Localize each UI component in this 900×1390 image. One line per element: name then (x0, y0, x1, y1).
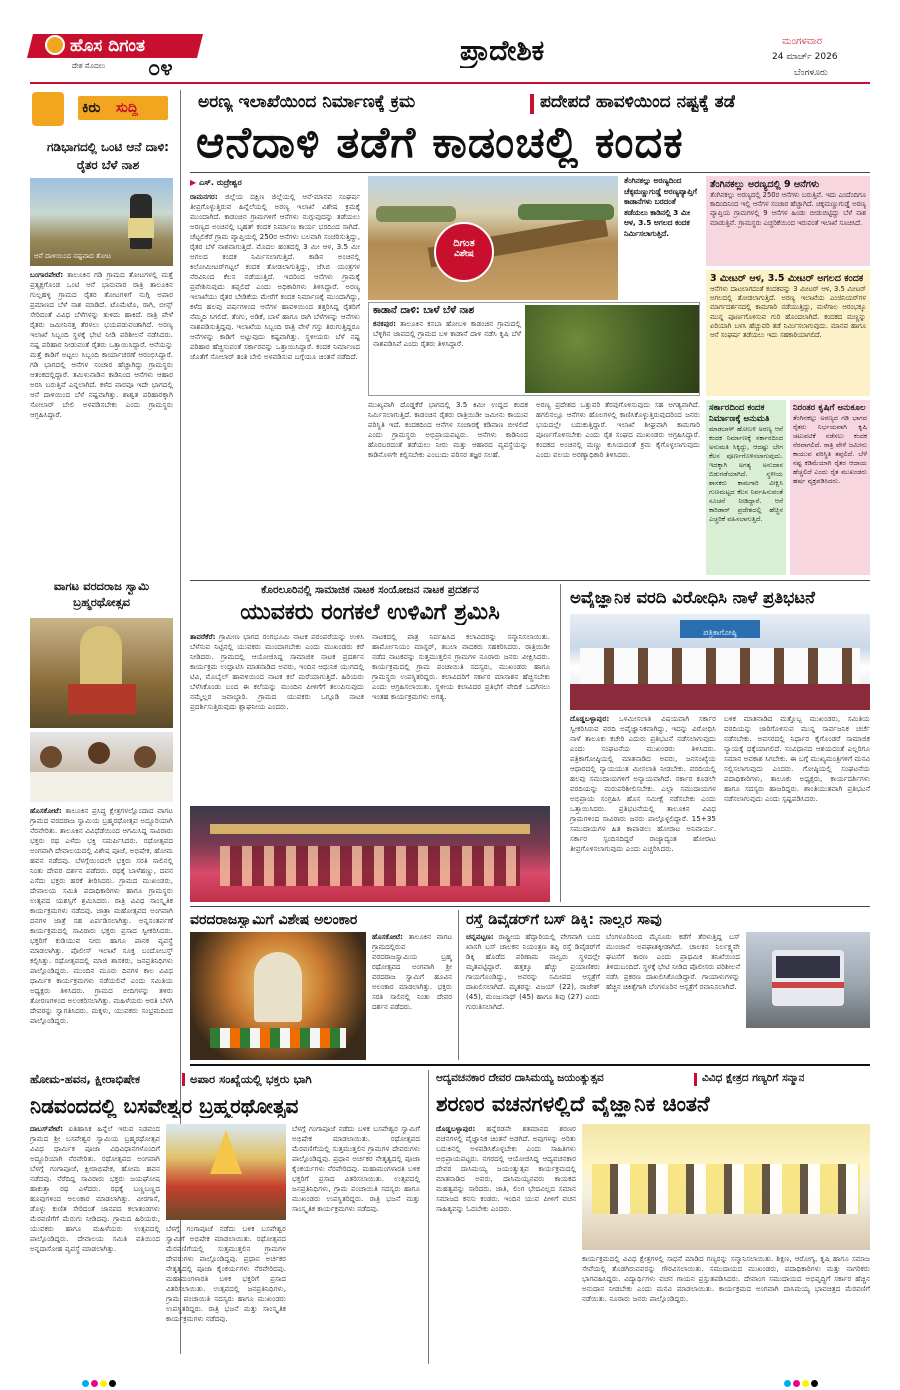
inset-box (368, 302, 700, 396)
accident-bus-photo (746, 932, 870, 1028)
alankara-photo (190, 932, 366, 1060)
left-story-2-photo-1 (30, 618, 173, 728)
left-story-1-photo (30, 178, 173, 266)
info-box-4-title: ನಿರಂತರ ಕೃಷಿಗೆ ಅನುಕೂಲ (793, 403, 866, 413)
lead-body-col-3: ಅರಣ್ಯ ಪ್ರದೇಶದ ಒತ್ತುವರಿ ತೆರವುಗೊಳಿಸುವುದು ಸಹ ಅಗತ್ಯವಾಗಿದೆ. ಹಗಲಿನಲ್ಲೂ ಆನೆಗಳು ಹೊಲಗಳಲ್ಲಿ ಕಾಣಿಸಿಕೊಳ್ಳುತ್ತಿರುವುದರಿಂದ ಜನರು ಭಯದಲ್ಲೇ ಬದುಕುತ್ತಿದ್ದಾರೆ. ಇಲಾಖೆ ಶೀಘ್ರವಾಗಿ ಕಾಮಗಾರಿ ಪೂರ್ಣಗೊಳಿಸಬೇಕು ಎಂದು ರೈತ ಸಂಘದ ಮುಖಂಡರು ಆಗ್ರಹಿಸಿದ್ದಾರೆ. ಕಂದಕದ ಅಂಚಿನಲ್ಲಿ ಮಣ್ಣು ಕುಸಿಯದಂತೆ ಕ್ರಮ ಕೈಗೊಳ್ಳಲಾಗುವುದು ಎಂದು ವಲಯ ಅರಣ್ಯಾಧಿಕಾರಿ ತಿಳಿಸಿದರು. (536, 400, 700, 459)
date-city: ಬೆಂಗಳೂರು (794, 68, 828, 78)
accident-headline: ರಸ್ತೆ ಡಿವೈಡರ್‌ಗೆ ಬಸ್ ಡಿಕ್ಕಿ: ನಾಲ್ವರ ಸಾವು (466, 912, 662, 928)
lead-body-col-2: ಮುಖ್ಯವಾಗಿ ದೊಡ್ಡಕೆರೆ ಭಾಗದಲ್ಲಿ 3.5 ಕಿಮೀ ಉದ್ದದ ಕಂದಕ ನಿರ್ಮಿಸಲಾಗುತ್ತಿದೆ. ಕಾಡಂಚಿನ ರೈತರು ರಾತ್ರಿಯಿಡೀ ಜಮೀನು ಕಾಯುವ ಪರಿಸ್ಥಿತಿ ಇದೆ. ಕಂದಕದಿಂದ ಆನೆಗಳ ಸಂಚಾರಕ್ಕೆ ಕಡಿವಾಣ ಬೀಳಲಿದೆ ಎಂದು ಗ್ರಾಮಸ್ಥರು ಅಭಿಪ್ರಾಯಪಟ್ಟರು. ಆನೆಗಳು ಕಾಡಿನಿಂದ ಹೊರಬರದಂತೆ ತಡೆಯಲು ನೀರು ಮತ್ತು ಆಹಾರದ ವ್ಯವಸ್ಥೆಯನ್ನು ಕಾಡಿನೊಳಗೇ ಕಲ್ಪಿಸಬೇಕು ಎಂಬುದು ಪರಿಸರ ತಜ್ಞರ ಸಲಹೆ. (368, 400, 528, 459)
alankara-place: ಹೊಸಕೋಟೆ: (372, 933, 403, 941)
inset-photo (525, 305, 699, 393)
left-story-2-headline: ವಾಗಟ ವರದರಾಜ ಸ್ವಾಮಿ ಬ್ರಹ್ಮರಥೋತ್ಸವ (53, 579, 150, 609)
left-story-1-photo-label: ಆನೆ ದಾಳಿಯಿಂದ ನಷ್ಟವಾದ ತೋಟ (34, 252, 112, 260)
paper-tag: ದೇಶ ಮೊದಲು (72, 62, 106, 70)
vachana-headline: ಶರಣರ ವಚನಗಳಲ್ಲಿದೆ ವೈಜ್ಞಾನಿಕ ಚಿಂತನೆ (436, 1092, 710, 1116)
vachana-text-1: ಹನ್ನೆರಡನೇ ಶತಮಾನದ ಶರಣರ ವಚನಗಳಲ್ಲಿ ವೈಜ್ಞಾನಿಕ ಚಿಂತನೆ ಅಡಗಿದೆ. ಅವುಗಳನ್ನು ಅರಿತು ಬದುಕಿನಲ್ಲಿ ಅಳವಡಿಸಿಕೊಳ್ಳಬೇಕು ಎಂದು ಸಾಹಿತಿಗಳು ಅಭಿಪ್ರಾಯಪಟ್ಟರು. ನಗರದಲ್ಲಿ ಆಯೋಜಿಸಿದ್ದ ಆದ್ಯವಚನಕಾರ ದೇವರ ದಾಸಿಮಯ್ಯ ಜಯಂತ್ಯುತ್ಸವ ಕಾರ್ಯಕ್ರಮದಲ್ಲಿ ಮಾತನಾಡಿದ ಅವರು, ದಾಸಿಮಯ್ಯನವರು ಕಾಯಕದ ಮಹತ್ವವನ್ನು ಸಾರಿದರು. ಜಾತಿ, ಲಿಂಗ ಭೇದವಿಲ್ಲದ ಸಮಾನ ಸಮಾಜದ ಕನಸು ಕಂಡರು. ಇಂದಿನ ಯುವ ಪೀಳಿಗೆ ವಚನ ಸಾಹಿತ್ಯವನ್ನು ಓದಬೇಕು ಎಂದರು. (436, 1124, 576, 1213)
logo-icon (45, 35, 65, 55)
vachana-kicker-left: ಆದ್ಯವಚನಕಾರ ದೇವರ ದಾಸಿಮಯ್ಯ ಜಯಂತ್ಯುತ್ಸವ (436, 1072, 604, 1084)
kiru-label-box (30, 90, 172, 128)
vachana-body-2: ಕಾರ್ಯಕ್ರಮದಲ್ಲಿ ವಿವಿಧ ಕ್ಷೇತ್ರಗಳಲ್ಲಿ ಸಾಧನೆ ಮಾಡಿದ ಗಣ್ಯರನ್ನು ಸನ್ಮಾನಿಸಲಾಯಿತು. ಶಿಕ್ಷಣ, ಆರೋಗ್ಯ, ಕೃಷಿ ಹಾಗೂ ಸಮಾಜ ಸೇವೆಯಲ್ಲಿ ತೊಡಗಿರುವವರನ್ನು ಗೌರವಿಸಲಾಯಿತು. ಸಮುದಾಯದ ಮುಖಂಡರು, ಪದಾಧಿಕಾರಿಗಳು ಮತ್ತು ನಾಗರಿಕರು ಭಾಗವಹಿಸಿದ್ದರು. ವಿದ್ಯಾರ್ಥಿಗಳು ವಚನ ಗಾಯನ ಪ್ರಸ್ತುತಪಡಿಸಿದರು. ದೇವಾಂಗ ಸಮುದಾಯದ ಅಭಿವೃದ್ಧಿಗೆ ಸರ್ಕಾರ ಹೆಚ್ಚಿನ ಅನುದಾನ ನೀಡಬೇಕು ಎಂದು ಮನವಿ ಮಾಡಲಾಯಿತು. ಕಾರ್ಯಕ್ರಮದ ಅಂಗವಾಗಿ ದಾಸಿಮಯ್ಯ ಭಾವಚಿತ್ರದ ಮೆರವಣಿಗೆ ನಡೆಯಿತು. ನೂರಾರು ಜನರು ಪಾಲ್ಗೊಂಡಿದ್ದರು. (582, 1254, 870, 1303)
alankara-text: ತಾಲೂಕಿನ ವಾಗಟ ಗ್ರಾಮದಲ್ಲಿರುವ ವರದರಾಜಸ್ವಾಮಿಯ ಬ್ರಹ್ಮ ರಥೋತ್ಸವದ ಅಂಗವಾಗಿ ಶ್ರೀ ವರದರಾಜ ಸ್ವಾಮಿಗೆ ಹೂವಿನ ಅಲಂಕಾರ ಮಾಡಲಾಗಿತ್ತು. ಭಕ್ತರು ಸರತಿ ಸಾಲಿನಲ್ಲಿ ನಿಂತು ದೇವರ ದರ್ಶನ ಪಡೆದರು. (372, 933, 452, 1011)
basava-kicker-left: ಹೋಮ-ಹವನ, ಕ್ಷೀರಾಭಿಷೇಕ (30, 1072, 141, 1086)
left-story-2-photo-2 (30, 732, 173, 802)
lead-body-2: ಅರಣ್ಯ ಇಲಾಖೆಯು ರೈತರ ಬೇಡಿಕೆಯ ಮೇರೆಗೆ ಕಂದಕ ನಿರ್ಮಾಣಕ್ಕೆ ಮುಂದಾಗಿದ್ದು, ಕಳೆದ ಹಲವು ವರ್ಷಗಳಿಂದ ಆನೆಗಳ ಹಾವಳಿಯಿಂದ ತತ್ತರಿಸಿದ್ದ ರೈತರಿಗೆ ನೆಮ್ಮದಿ ಸಿಗಲಿದೆ. ತೆಂಗು, ಅಡಿಕೆ, ಬಾಳೆ ಹಾಗೂ ರಾಗಿ ಬೆಳೆಗಳನ್ನು ಆನೆಗಳು ನಾಶಪಡಿಸುತ್ತಿದ್ದವು. ಇಲಾಖೆಯ ಸಿಬ್ಬಂದಿ ರಾತ್ರಿ ವೇಳೆ ಗಸ್ತು ತಿರುಗುತ್ತಿದ್ದರೂ ಆನೆಗಳನ್ನು ಕಾಡಿಗೆ ಅಟ್ಟುವುದು ಕಷ್ಟವಾಗಿತ್ತು. ಸ್ಥಳೀಯರು ಬೆಳೆ ನಷ್ಟ ಪರಿಹಾರ ಹೆಚ್ಚಿಸುವಂತೆ ಸರ್ಕಾರವನ್ನು ಒತ್ತಾಯಿಸಿದ್ದಾರೆ. ಕಂದಕ ನಿರ್ಮಾಣದ ಜೊತೆಗೆ ಸೋಲಾರ್ ತಂತಿ ಬೇಲಿ ಅಳವಡಿಸುವ ಬಗ್ಗೆಯೂ ಚಿಂತನೆ ನಡೆದಿದೆ. (190, 282, 360, 361)
basava-headline: ನಿಡವಂದದಲ್ಲಿ ಬಸವೇಶ್ವರ ಬ್ರಹ್ಮರಥೋತ್ಸವ (30, 1094, 299, 1118)
info-box-1-body: ತೆಂಗಿನಕಲ್ಲು ಅರಣ್ಯದಲ್ಲಿ 250ರ ಆನೆಗಳು ಬರುತ್ತಿವೆ. ಇದು ಎಂದೆಂದಿಗೂ ಕಾದಿಂದಿನಿಂದ ಇಲ್ಲಿ ಆನೆಗಳ ಸಂಚಾರ ಹೆಚ್ಚಾಗಿದೆ. ಚಿಕ್ಕಮಣ್ಣುಗುಡ್ಡೆ ಅರಣ್ಯ ವ್ಯಾಪ್ತಿಯ ಗ್ರಾಮಗಳಲ್ಲಿ 9 ಆನೆಗಳ ಹಿಂಡು ಬೀಡುಬಿಟ್ಟಿದ್ದು ಬೆಳೆ ನಾಶ ಮಾಡುತ್ತಿವೆ. ಗ್ರಾಮಸ್ಥರು ಎಚ್ಚರಿಕೆಯಿಂದ ಇರುವಂತೆ ಇಲಾಖೆ ಸೂಚಿಸಿದೆ. (710, 191, 866, 227)
vachana-kicker-right: ವಿವಿಧ ಕ್ಷೇತ್ರದ ಗಣ್ಯರಿಗೆ ಸನ್ಮಾನ (702, 1072, 805, 1084)
lead-kicker-left: ಅರಣ್ಯ ಇಲಾಖೆಯಿಂದ ನಿರ್ಮಾಣಕ್ಕೆ ಕ್ರಮ (198, 92, 416, 112)
protest-place: ದೊಡ್ಡಬಳ್ಳಾಪುರ: (570, 714, 610, 723)
basava-body-3 (166, 1224, 286, 1364)
lead-body-col-1 (190, 192, 360, 575)
accident-place: ಚನ್ನಪಟ್ಟಣ: (466, 932, 494, 941)
bottom-section-rule (190, 1064, 870, 1066)
digantha-vishesha-badge (434, 222, 494, 282)
lead-byline-name: ಎಸ್. ರುದ್ರೇಶ್ವರ (198, 178, 242, 187)
drama-headline: ಯುವಕರು ರಂಗಕಲೆ ಉಳಿವಿಗೆ ಶ್ರಮಿಸಿ (240, 600, 500, 625)
alankara-headline: ವರದರಾಜಸ್ವಾಮಿಗೆ ವಿಶೇಷ ಅಲಂಕಾರ (190, 912, 358, 928)
basava-body-2: ಬೆಳಗ್ಗೆ ಗಂಗಾಪೂಜೆ ನಡೆದು ಬಳಿಕ ಬಸವೇಶ್ವರ ಸ್ವಾಮಿಗೆ ಅಭಿಷೇಕ ಮಾಡಲಾಯಿತು. ರಥೋತ್ಸವದ ಮೆರವಣಿಗೆಯಲ್ಲಿ ಸುತ್ತಮುತ್ತಲಿನ ಗ್ರಾಮಗಳ ದೇವರುಗಳು ಪಾಲ್ಗೊಂಡಿದ್ದವು. ಪ್ರಧಾನ ಅರ್ಚಕರ ನೇತೃತ್ವದಲ್ಲಿ ಪೂಜಾ ಕೈಂಕರ್ಯಗಳು ನೆರವೇರಿದವು. ಮಹಾಮಂಗಳಾರತಿ ಬಳಿಕ ಭಕ್ತರಿಗೆ ಪ್ರಸಾದ ವಿತರಿಸಲಾಯಿತು. ಉತ್ಸವದಲ್ಲಿ ಜನಪ್ರತಿನಿಧಿಗಳು, ಗ್ರಾಮ ಪಂಚಾಯಿತಿ ಸದಸ್ಯರು ಹಾಗೂ ಮುಖಂಡರು ಉಪಸ್ಥಿತರಿದ್ದರು. ರಾತ್ರಿ ಭಜನೆ ಮತ್ತು ಸಾಂಸ್ಕೃತಿಕ ಕಾರ್ಯಕ್ರಮಗಳು ನಡೆದವು. (292, 1124, 420, 1213)
info-box-3 (706, 400, 786, 575)
bottom-divider (428, 1070, 429, 1364)
inset-body (373, 319, 521, 395)
drama-photo (190, 806, 550, 902)
vachana-kicker-divider (694, 1073, 697, 1086)
lead-bottom-rule (190, 580, 870, 581)
left-story-1-place: ಬಂಗಾರಪೇಟೆ: (30, 270, 64, 279)
info-box-2-title: 3 ಮೀಟರ್ ಆಳ, 3.5 ಮೀಟರ್ ಅಗಲದ ಕಂದಕ (710, 273, 864, 284)
info-box-4-body: ತೆಂಗಿನಕಲ್ಲು ಅರಣ್ಯದ ಗಡಿ ಭಾಗದ ರೈತರು ನಿರ್ಭಯವಾಗಿ ಕೃಷಿ ಚಟುವಟಿಕೆ ನಡೆಸಲು ಕಂದಕ ನೆರವಾಗಲಿದೆ. ರಾತ್ರಿ ವೇಳೆ ಜಮೀನು ಕಾಯುವ ಪರಿಸ್ಥಿತಿ ತಪ್ಪಲಿದೆ. ಬೆಳೆ ನಷ್ಟ ಕಡಿಮೆಯಾಗಿ ರೈತರ ಆದಾಯ ಹೆಚ್ಚಲಿದೆ ಎಂದು ರೈತ ಮುಖಂಡರು ಹರ್ಷ ವ್ಯಕ್ತಪಡಿಸಿದರು. (793, 414, 867, 485)
alankara-divider (458, 910, 459, 1060)
basava-kicker-divider (182, 1073, 185, 1086)
date-text: 24 ಮಾರ್ಚ್ 2026 (772, 52, 838, 62)
drama-kicker: ಕೊರಲೂರಿನಲ್ಲಿ ಸಾಮಾಜಿಕ ನಾಟಕ ಸಂಯೋಜನ ನಾಟಕ ಪ್ರದರ್ಶನ (261, 584, 479, 596)
left-story-1-body (30, 270, 173, 570)
lead-kicker-divider (530, 94, 534, 114)
kiru-label-a: ಕಿರು (82, 100, 101, 116)
drama-divider (560, 584, 561, 902)
print-dots-left (82, 1372, 118, 1390)
protest-body-2: ಬಳಿಕ ಮಾತನಾಡಿದ ಮತ್ತೊಬ್ಬ ಮುಖಂಡರು, ಸಮಿತಿಯ ವರದಿಯನ್ನು ಜಾರಿಗೊಳಿಸುವ ಮುನ್ನ ಸಾರ್ವಜನಿಕ ಚರ್ಚೆ ನಡೆಸಬೇಕು. ಅವಸರದಲ್ಲಿ ನಿರ್ಧಾರ ಕೈಗೊಂಡರೆ ಸಾಮಾಜಿಕ ನ್ಯಾಯಕ್ಕೆ ಧಕ್ಕೆಯಾಗಲಿದೆ. ಸಂವಿಧಾನದ ಆಶಯದಂತೆ ಎಲ್ಲರಿಗೂ ಸಮಾನ ಅವಕಾಶ ಸಿಗಬೇಕು. ಈ ಬಗ್ಗೆ ಮುಖ್ಯಮಂತ್ರಿಗಳಿಗೆ ಮನವಿ ಸಲ್ಲಿಸಲಾಗುವುದು ಎಂದರು. ಗೋಷ್ಠಿಯಲ್ಲಿ ಸಂಘಟನೆಯ ಪದಾಧಿಕಾರಿಗಳು, ತಾಲೂಕು ಅಧ್ಯಕ್ಷರು, ಕಾರ್ಯದರ್ಶಿಗಳು ಹಾಗೂ ಸದಸ್ಯರು ಹಾಜರಿದ್ದರು. ಶಾಂತಿಯುತವಾಗಿ ಪ್ರತಿಭಟನೆ ನಡೆಸಲಾಗುವುದು ಎಂದು ಸ್ಪಷ್ಟಪಡಿಸಿದರು. (724, 714, 870, 803)
protest-banner-text: ಪತ್ರಿಕಾಗೋಷ್ಠಿ (703, 628, 737, 637)
lead-byline: ▶ ಎಸ್. ರುದ್ರೇಶ್ವರ (190, 178, 242, 187)
protest-text-1: ಒಳಮೀಸಲಾತಿ ವಿಷಯವಾಗಿ ಸರ್ಕಾರ ಸ್ವೀಕರಿಸಿರುವ ವರದಿ ಅವೈಜ್ಞಾನಿಕವಾಗಿದ್ದು, ಇದನ್ನು ವಿರೋಧಿಸಿ ನಾಳೆ ತಾಲೂಕು ಕಚೇರಿ ಎದುರು ಪ್ರತಿಭಟನೆ ನಡೆಸಲಾಗುವುದು ಎಂದು ಸಂಘಟನೆಯ ಮುಖಂಡರು ತಿಳಿಸಿದರು. ಪತ್ರಿಕಾಗೋಷ್ಠಿಯಲ್ಲಿ ಮಾತನಾಡಿದ ಅವರು, ಜನಸಂಖ್ಯೆಯ ಆಧಾರದಲ್ಲಿ ನ್ಯಾಯಯುತ ಮೀಸಲಾತಿ ನೀಡಬೇಕು. ವರದಿಯಲ್ಲಿ ಹಲವು ಸಮುದಾಯಗಳಿಗೆ ಅನ್ಯಾಯವಾಗಿದೆ. ಸರ್ಕಾರ ಕೂಡಲೇ ವರದಿಯನ್ನು ಮರುಪರಿಶೀಲಿಸಬೇಕು. ಎಲ್ಲಾ ಸಮುದಾಯಗಳ ಅಭಿಪ್ರಾಯ ಸಂಗ್ರಹಿಸಿ ಹೊಸ ಸಮೀಕ್ಷೆ ನಡೆಸಬೇಕು ಎಂದು ಒತ್ತಾಯಿಸಿದರು. ಪ್ರತಿಭಟನೆಯಲ್ಲಿ ತಾಲೂಕಿನ ವಿವಿಧ ಗ್ರಾಮಗಳಿಂದ ಸಾವಿರಾರು ಜನರು ಪಾಲ್ಗೊಳ್ಳಲಿದ್ದಾರೆ. 15+35 ಸಮುದಾಯಗಳ ಹಿತ ಕಾಪಾಡಲು ಹೋರಾಟ ಅನಿವಾರ್ಯ. ಸರ್ಕಾರ ಸ್ಪಂದಿಸದಿದ್ದರೆ ರಾಜ್ಯಾದ್ಯಂತ ಹೋರಾಟ ತೀವ್ರಗೊಳಿಸಲಾಗುವುದು ಎಂದು ಎಚ್ಚರಿಸಿದರು. (570, 714, 716, 853)
info-box-1-title: ತೆಂಗಿನಕಲ್ಲು ಅರಣ್ಯದಲ್ಲಿ 9 ಆನೆಗಳು (710, 179, 820, 190)
badge-line-2: ವಿಶೇಷ (454, 249, 474, 259)
lead-headline: ಆನೆದಾಳಿ ತಡೆಗೆ ಕಾಡಂಚಲ್ಲಿ ಕಂದಕ (196, 118, 684, 168)
info-box-2 (706, 270, 870, 396)
info-box-2-body: ಆನೆಗಳು ದಾಟಲಾಗದಂತೆ ಕಂದಕವನ್ನು 3 ಮೀಟರ್ ಆಳ, 3.5 ಮೀಟರ್ ಅಗಲದಲ್ಲಿ ತೋಡಲಾಗುತ್ತಿದೆ. ಅರಣ್ಯ ಇಲಾಖೆಯ ಎಂಜಿನಿಯರ್‌ಗಳ ಮಾರ್ಗದರ್ಶನದಲ್ಲಿ ಕಾಮಗಾರಿ ನಡೆಯುತ್ತಿದ್ದು, ಮಳೆಗಾಲ ಆರಂಭಕ್ಕೂ ಮುನ್ನ ಪೂರ್ಣಗೊಳಿಸುವ ಗುರಿ ಹೊಂದಲಾಗಿದೆ. ಕಂದಕದ ಮಣ್ಣನ್ನು ಏರಿಯಾಗಿ ಬಳಸಿ ಹೆಚ್ಚುವರಿ ತಡೆ ನಿರ್ಮಿಸಲಾಗುವುದು. ಮಾನವ ಹಾಗೂ ಆನೆ ಸಂಘರ್ಷ ತಡೆಯಲು ಇದು ಸಹಕಾರಿಯಾಗಲಿದೆ. (710, 285, 866, 340)
left-story-1-headline: ಗಡಿಭಾಗದಲ್ಲಿ ಒಂಟಿ ಆನೆ ದಾಳಿ: ರೈತರ ಬೆಳೆ ನಾಶ (47, 140, 169, 172)
section-title: ಪ್ರಾದೇಶಿಕ (460, 34, 545, 67)
lead-kicker-right: ಪದೇಪದೆ ಹಾವಳಿಯಿಂದ ನಷ್ಟಕ್ಕೆ ತಡೆ (540, 92, 736, 112)
drama-body-2: ನಾಟಕದಲ್ಲಿ ಪಾತ್ರ ನಿರ್ವಹಿಸಿದ ಕಲಾವಿದರನ್ನು ಸನ್ಮಾನಿಸಲಾಯಿತು. ಹಾರ್ಮೋನಿಯಂ ಮಾಸ್ಟರ್, ತಬಲಾ ವಾದಕರು ಸಹಕರಿಸಿದರು. ರಾತ್ರಿಯಿಡೀ ನಡೆದ ನಾಟಕವನ್ನು ಸುತ್ತಮುತ್ತಲಿನ ಗ್ರಾಮಗಳ ನೂರಾರು ಜನರು ವೀಕ್ಷಿಸಿದರು. ಕಾರ್ಯಕ್ರಮದಲ್ಲಿ ಗ್ರಾಮ ಪಂಚಾಯಿತಿ ಸದಸ್ಯರು, ಮುಖಂಡರು ಹಾಗೂ ಗ್ರಾಮಸ್ಥರು ಉಪಸ್ಥಿತರಿದ್ದರು. ಕಲಾವಿದರಿಗೆ ಸರ್ಕಾರ ಮಾಸಾಶನ ಹೆಚ್ಚಿಸಬೇಕು ಎಂದು ಆಗ್ರಹಿಸಲಾಯಿತು. ಸ್ಥಳೀಯ ಕಲಾವಿದರ ಪ್ರತಿಭೆಗೆ ವೇದಿಕೆ ಒದಗಿಸಲು ಇಂತಹ ಕಾರ್ಯಕ್ರಮಗಳು ಅಗತ್ಯ. (372, 632, 550, 701)
lead-place: ರಾಮನಗರ: (190, 192, 218, 201)
drama-body-1 (190, 632, 364, 800)
basava-kicker-right: ಅಪಾರ ಸಂಖ್ಯೆಯಲ್ಲಿ ಭಕ್ತರು ಭಾಗಿ (190, 1072, 312, 1086)
basava-place: ದಾಬಸ್‌ಪೇಟೆ: (30, 1124, 64, 1133)
drama-text-1: ಗ್ರಾಮೀಣ ಭಾಗದ ರಂಗಭೂಮಿ ನಾಟಕ ಪರಂಪರೆಯನ್ನು ಉಳಿಸಿ ಬೆಳೆಸುವ ನಿಟ್ಟಿನಲ್ಲಿ ಯುವಕರು ಮುಂದಾಗಬೇಕು ಎಂದು ಮುಖಂಡರು ಕರೆ ನೀಡಿದರು. ಗ್ರಾಮದಲ್ಲಿ ಆಯೋಜಿಸಿದ್ದ ಸಾಮಾಜಿಕ ನಾಟಕ ಪ್ರದರ್ಶನ ಕಾರ್ಯಕ್ರಮ ಉದ್ಘಾಟಿಸಿ ಮಾತನಾಡಿದ ಅವರು, ಇಂದಿನ ಆಧುನಿಕ ಯುಗದಲ್ಲಿ ಟಿವಿ, ಮೊಬೈಲ್ ಹಾವಳಿಯಿಂದ ನಾಟಕ ಕಲೆ ಮರೆಯಾಗುತ್ತಿದೆ. ಹಿರಿಯರು ಬೆಳೆಸಿಕೊಂಡು ಬಂದ ಈ ಕಲೆಯನ್ನು ಮುಂದಿನ ಪೀಳಿಗೆಗೆ ತಲುಪಿಸುವುದು ನಮ್ಮೆಲ್ಲರ ಜವಾಬ್ದಾರಿ. ಗ್ರಾಮದ ಯುವಕರು ಒಗ್ಗೂಡಿ ನಾಟಕ ಪ್ರದರ್ಶಿಸುತ್ತಿರುವುದು ಶ್ಲಾಘನೀಯ ಎಂದರು. (190, 632, 364, 711)
accident-text-1: ರಾಷ್ಟ್ರೀಯ ಹೆದ್ದಾರಿಯಲ್ಲಿ ವೇಗವಾಗಿ ಬಂದ ಖಾಸಗಿ ಬಸ್ ಚಾಲಕನ ನಿಯಂತ್ರಣ ತಪ್ಪಿ ರಸ್ತೆ ಡಿವೈಡರ್‌ಗೆ ಡಿಕ್ಕಿ ಹೊಡೆದ ಪರಿಣಾಮ ನಾಲ್ವರು ಸ್ಥಳದಲ್ಲೇ ಮೃತಪಟ್ಟಿದ್ದಾರೆ. ಹತ್ತಕ್ಕೂ ಹೆಚ್ಚು ಪ್ರಯಾಣಿಕರು ಗಾಯಗೊಂಡಿದ್ದು, ಅವರನ್ನು ಸಮೀಪದ ಆಸ್ಪತ್ರೆಗೆ ದಾಖಲಿಸಲಾಗಿದೆ. ಮೃತರನ್ನು ವಿಜಯ್ (22), ರಾಜೇಶ್ (45), ಮಂಜುನಾಥ್ (45) ಹಾಗೂ ಶಿವು (27) ಎಂದು ಗುರುತಿಸಲಾಗಿದೆ. (466, 932, 600, 1011)
basava-chariot-photo (166, 1124, 286, 1220)
vachana-place: ದೊಡ್ಡಬಳ್ಳಾಪುರ: (436, 1124, 476, 1133)
basava-text-3: ಬೆಳಗ್ಗೆ ಗಂಗಾಪೂಜೆ ನಡೆದು ಬಳಿಕ ಬಸವೇಶ್ವರ ಸ್ವಾಮಿಗೆ ಅಭಿಷೇಕ ಮಾಡಲಾಯಿತು. ರಥೋತ್ಸವದ ಮೆರವಣಿಗೆಯಲ್ಲಿ ಸುತ್ತಮುತ್ತಲಿನ ಗ್ರಾಮಗಳ ದೇವರುಗಳು ಪಾಲ್ಗೊಂಡಿದ್ದವು. ಪ್ರಧಾನ ಅರ್ಚಕರ ನೇತೃತ್ವದಲ್ಲಿ ಪೂಜಾ ಕೈಂಕರ್ಯಗಳು ನೆರವೇರಿದವು. ಮಹಾಮಂಗಳಾರತಿ ಬಳಿಕ ಭಕ್ತರಿಗೆ ಪ್ರಸಾದ ವಿತರಿಸಲಾಯಿತು. ಉತ್ಸವದಲ್ಲಿ ಜನಪ್ರತಿನಿಧಿಗಳು, ಗ್ರಾಮ ಪಂಚಾಯಿತಿ ಸದಸ್ಯರು ಹಾಗೂ ಮುಖಂಡರು ಉಪಸ್ಥಿತರಿದ್ದರು. ರಾತ್ರಿ ಭಜನೆ ಮತ್ತು ಸಾಂಸ್ಕೃತಿಕ ಕಾರ್ಯಕ್ರಮಗಳು ನಡೆದವು. (166, 1224, 286, 1323)
vachana-body-1 (436, 1124, 576, 1364)
protest-body-1 (570, 714, 716, 902)
left-story-1-text: ತಾಲೂಕಿನ ಗಡಿ ಗ್ರಾಮದ ತೋಟಗಳಲ್ಲಿ ಮತ್ತೆ ಪ್ರತ್ಯಕ್ಷಗೊಂಡ ಒಂಟಿ ಆನೆ ಭಾನುವಾರ ರಾತ್ರಿ ತಾಲೂಕಿನ ಗುಲ್ಲಹಳ್ಳಿ ಗ್ರಾಮದ ರೈತರ ತೋಟಗಳಿಗೆ ನುಗ್ಗಿ ಅಪಾರ ಪ್ರಮಾಣದ ಬೆಳೆ ನಾಶ ಮಾಡಿದೆ. ಟೊಮೆಟೊ, ರಾಗಿ, ಬೀನ್ಸ್ ಸೇರಿದಂತೆ ವಿವಿಧ ಬೆಳೆಗಳನ್ನು ತುಳಿದು ಹಾಕಿದೆ. ರಾತ್ರಿ ವೇಳೆ ರೈತರು ಜಮೀನಿನತ್ತ ತೆರಳಲು ಭಯಪಡುವಂತಾಗಿದೆ. ಅರಣ್ಯ ಇಲಾಖೆ ಸಿಬ್ಬಂದಿ ಸ್ಥಳಕ್ಕೆ ಭೇಟಿ ನೀಡಿ ಪರಿಶೀಲನೆ ನಡೆಸಿದರು. ನಷ್ಟ ಪರಿಹಾರ ನೀಡುವಂತೆ ರೈತರು ಒತ್ತಾಯಿಸಿದ್ದಾರೆ. ಆನೆಯನ್ನು ಮತ್ತೆ ಕಾಡಿಗೆ ಅಟ್ಟಲು ಸಿಬ್ಬಂದಿ ಕಾರ್ಯಾಚರಣೆ ಆರಂಭಿಸಿದ್ದಾರೆ. ಗಡಿ ಭಾಗದಲ್ಲಿ ಆನೆಗಳ ಸಂಚಾರ ಹೆಚ್ಚಾಗಿದ್ದು ಗ್ರಾಮಸ್ಥರು ಆತಂಕದಲ್ಲಿದ್ದಾರೆ. ತಮಿಳುನಾಡಿನ ಕಾಡಿನಿಂದ ಆನೆಗಳು ಆಹಾರ ಅರಸಿ ಬರುತ್ತಿವೆ ಎನ್ನಲಾಗಿದೆ. ಕಳೆದ ವಾರವೂ ಇದೇ ಭಾಗದಲ್ಲಿ ಆನೆ ದಾಳಿಯಿಂದ ಬೆಳೆ ನಷ್ಟವಾಗಿತ್ತು. ಶಾಶ್ವತ ಪರಿಹಾರಕ್ಕಾಗಿ ಸೋಲಾರ್ ಬೇಲಿ ಅಳವಡಿಸಬೇಕು ಎಂದು ಗ್ರಾಮಸ್ಥರು ಆಗ್ರಹಿಸಿದ್ದಾರೆ. (30, 270, 173, 419)
badge-line-1: ದಿಗಂತ (453, 238, 475, 249)
accident-body-2: ಬೆಂಗಳೂರಿನಿಂದ ಮೈಸೂರು ಕಡೆಗೆ ತೆರಳುತ್ತಿದ್ದ ಬಸ್ ಮುಂಜಾನೆ ಅಪಘಾತಕ್ಕೀಡಾಗಿದೆ. ಚಾಲಕನ ನಿರ್ಲಕ್ಷ್ಯವೇ ಘಟನೆಗೆ ಕಾರಣ ಎಂದು ಪ್ರಾಥಮಿಕ ತನಿಖೆಯಿಂದ ತಿಳಿದುಬಂದಿದೆ. ಸ್ಥಳಕ್ಕೆ ಭೇಟಿ ನೀಡಿದ ಪೊಲೀಸರು ಪರಿಶೀಲನೆ ನಡೆಸಿ ಪ್ರಕರಣ ದಾಖಲಿಸಿಕೊಂಡಿದ್ದಾರೆ. ಗಾಯಾಳುಗಳನ್ನು ಹೆಚ್ಚಿನ ಚಿಕಿತ್ಸೆಗಾಗಿ ಬೆಂಗಳೂರಿನ ಆಸ್ಪತ್ರೆಗೆ ರವಾನಿಸಲಾಗಿದೆ. (606, 932, 740, 991)
drama-place: ತಾವರೆಕೆರೆ: (190, 632, 216, 641)
masthead-rule (30, 82, 870, 84)
protest-headline: ಅವೈಜ್ಞಾನಿಕ ವರದಿ ವಿರೋಧಿಸಿ ನಾಳೆ ಪ್ರತಿಭಟನೆ (570, 588, 815, 607)
date-day: ಮಂಗಳವಾರ (782, 36, 823, 47)
protest-banner (680, 620, 760, 638)
inset-place: ಕನಕಪುರ: (373, 319, 396, 328)
left-story-2-text: ತಾಲೂಕಿನ ಪ್ರಸಿದ್ಧ ಕ್ಷೇತ್ರಗಳಲ್ಲೊಂದಾದ ವಾಗಟ ಗ್ರಾಮದ ವರದರಾಜ ಸ್ವಾಮಿಯ ಬ್ರಹ್ಮರಥೋತ್ಸವ ಅದ್ದೂರಿಯಾಗಿ ನೆರವೇರಿತು. ತಾಲೂಕಿನ ವಿವಿಧೆಡೆಯಿಂದ ಆಗಮಿಸಿದ್ದ ಸಾವಿರಾರು ಭಕ್ತರು ರಥ ಎಳೆದು ಭಕ್ತಿ ಸಮರ್ಪಿಸಿದರು. ರಥೋತ್ಸವದ ಅಂಗವಾಗಿ ದೇವಾಲಯದಲ್ಲಿ ವಿಶೇಷ ಪೂಜೆ, ಅಭಿಷೇಕ, ಹೋಮ ಹವನ ನಡೆದವು. ಬೆಳಗ್ಗೆಯಿಂದಲೇ ಭಕ್ತರು ಸರತಿ ಸಾಲಿನಲ್ಲಿ ನಿಂತು ದೇವರ ದರ್ಶನ ಪಡೆದರು. ರಥಕ್ಕೆ ಬಾಳೆಹಣ್ಣು, ದವನ ಎಸೆದು ಭಕ್ತರು ಹರಕೆ ತೀರಿಸಿದರು. ಗ್ರಾಮದ ಮುಖಂಡರು, ದೇವಾಲಯ ಸಮಿತಿ ಪದಾಧಿಕಾರಿಗಳು ಹಾಗೂ ಗ್ರಾಮಸ್ಥರು ಉತ್ಸವದ ಯಶಸ್ಸಿಗೆ ಶ್ರಮಿಸಿದರು. ರಾತ್ರಿ ವಿವಿಧ ಸಾಂಸ್ಕೃತಿಕ ಕಾರ್ಯಕ್ರಮಗಳು ನಡೆದವು. ಜಾತ್ರಾ ಮಹೋತ್ಸವದ ಅಂಗವಾಗಿ ದನಗಳ ಜಾತ್ರೆ ಸಹ ಏರ್ಪಡಿಸಲಾಗಿತ್ತು. ಅನ್ನಸಂತರ್ಪಣೆ ಕಾರ್ಯಕ್ರಮದಲ್ಲಿ ಸಾವಿರಾರು ಭಕ್ತರು ಪ್ರಸಾದ ಸ್ವೀಕರಿಸಿದರು. ಭಕ್ತರಿಗೆ ಕುಡಿಯುವ ನೀರು ಹಾಗೂ ಪಾನಕ ವ್ಯವಸ್ಥೆ ಮಾಡಲಾಗಿತ್ತು. ಪೊಲೀಸ್ ಇಲಾಖೆ ಸೂಕ್ತ ಬಂದೋಬಸ್ತ್ ಕಲ್ಪಿಸಿತ್ತು. ರಥೋತ್ಸವದಲ್ಲಿ ಮಾಜಿ ಶಾಸಕರು, ಜನಪ್ರತಿನಿಧಿಗಳು ಪಾಲ್ಗೊಂಡಿದ್ದರು. ಮುಂದಿನ ಮೂರು ದಿನಗಳ ಕಾಲ ವಿವಿಧ ಧಾರ್ಮಿಕ ಕಾರ್ಯಕ್ರಮಗಳು ನಡೆಯಲಿವೆ ಎಂದು ಸಮಿತಿಯ ಅಧ್ಯಕ್ಷರು ತಿಳಿಸಿದರು. ಗ್ರಾಮದ ಬೀದಿಗಳನ್ನು ತಳಿರು ತೋರಣಗಳಿಂದ ಅಲಂಕರಿಸಲಾಗಿತ್ತು. ಮಹಿಳೆಯರು ಆರತಿ ಬೆಳಗಿ ದೇವರನ್ನು ಸ್ವಾಗತಿಸಿದರು. ಮಕ್ಕಳು, ಯುವಕರು ಸಂಭ್ರಮದಿಂದ ಪಾಲ್ಗೊಂಡಿದ್ದರು. (30, 806, 173, 1025)
masthead (0, 0, 900, 84)
mid-rule (190, 906, 870, 907)
info-box-4 (790, 400, 870, 575)
basava-body-1 (30, 1124, 160, 1364)
kiru-label-b: ಸುದ್ದಿ (116, 100, 139, 116)
lead-photo-caption: ತೆಂಗಿನಕಲ್ಲು ಅರಣ್ಯದಿಂದ ಚೆಕ್ಕಮಣ್ಣುಗುಡ್ಡೆ ಅರಣ್ಯವ್ಯಾಪ್ತಿಗೆ ಕಾಡಾನೆಗಳು ಬರದಂತೆ ತಡೆಯಲು ಕಾಡಿನಲ್ಲಿ 3 ಮೀ ಆಳ, 3.5 ಅಗಲದ ಕಂದಕ ನಿರ್ಮಿಸಲಾಗುತ್ತಿದೆ. (624, 176, 697, 238)
alankara-body (372, 932, 452, 1060)
info-box-3-body: ಮಾಡಬಾಳ್ ಹೋಬಳಿ ಅರಣ್ಯ ಆನೆ ಕಂದಕ ನಿರ್ಮಾಣಕ್ಕೆ ಸರ್ಕಾರದಿಂದ ಅನುಮತಿ ಸಿಕ್ಕಿದ್ದು, ಆದಷ್ಟು ಬೇಗ ಕೆಲಸ ಪೂರ್ಣಗೊಳಿಸಲಾಗುವುದು. ಇದಕ್ಕಾಗಿ ಅಗತ್ಯ ಅನುದಾನ ಬಿಡುಗಡೆಯಾಗಿದೆ. ಸ್ಥಳೀಯ ಶಾಸಕರು ಕಾಮಗಾರಿ ವೀಕ್ಷಿಸಿ ಗುಣಮಟ್ಟದ ಕೆಲಸ ನಿರ್ವಹಿಸುವಂತೆ ಸೂಚನೆ ನೀಡಿದ್ದಾರೆ. ಆನೆ ಕಾರಿಡಾರ್ ಪ್ರದೇಶದಲ್ಲಿ ಹೆಚ್ಚಿನ ಎಚ್ಚರಿಕೆ ವಹಿಸಲಾಗುತ್ತಿದೆ. (709, 425, 783, 523)
basava-text-1: ಐತಿಹಾಸಿಕ ಹಿನ್ನೆಲೆ ಇರುವ ನಿಡವಂದ ಗ್ರಾಮದ ಶ್ರೀ ಬಸವೇಶ್ವರ ಸ್ವಾಮಿಯ ಬ್ರಹ್ಮರಥೋತ್ಸವ ವಿವಿಧ ಧಾರ್ಮಿಕ ಪೂಜಾ ವಿಧಿವಿಧಾನಗಳೊಂದಿಗೆ ಅದ್ದೂರಿಯಾಗಿ ನೆರವೇರಿತು. ರಥೋತ್ಸವದ ಅಂಗವಾಗಿ ಬೆಳಗ್ಗೆ ಗಂಗಾಪೂಜೆ, ಕ್ಷೀರಾಭಿಷೇಕ, ಹೋಮ ಹವನ ನಡೆದವು. ನೆರೆದಿದ್ದ ಸಾವಿರಾರು ಭಕ್ತರು ಜಯಘೋಷ ಹಾಕುತ್ತಾ ರಥ ಎಳೆದರು. ರಥಕ್ಕೆ ಬಣ್ಣಬಣ್ಣದ ಹೂವುಗಳಿಂದ ಅಲಂಕಾರ ಮಾಡಲಾಗಿತ್ತು. ವೀರಗಾಸೆ, ಡೊಳ್ಳು ಕುಣಿತ ಸೇರಿದಂತೆ ಜಾನಪದ ಕಲಾತಂಡಗಳು ಮೆರವಣಿಗೆಗೆ ಮೆರುಗು ನೀಡಿದವು. ಗ್ರಾಮದ ಹಿರಿಯರು, ಯುವಕರು ಹಾಗೂ ಮಹಿಳೆಯರು ಉತ್ಸವದಲ್ಲಿ ಪಾಲ್ಗೊಂಡಿದ್ದರು. ದೇವಾಲಯ ಸಮಿತಿ ವತಿಯಿಂದ ಅನ್ನದಾಸೋಹ ವ್ಯವಸ್ಥೆ ಮಾಡಲಾಗಿತ್ತು. (30, 1124, 160, 1253)
inset-title: ಕಾಡಾನೆ ದಾಳಿ: ಬಾಳೆ ಬೆಳೆ ನಾಶ (373, 305, 475, 316)
vachana-photo (582, 1124, 870, 1250)
info-box-1 (706, 176, 870, 266)
lead-trench-photo (368, 176, 618, 300)
print-dots-right (784, 1372, 820, 1390)
protest-photo (570, 614, 870, 710)
inset-text: ತಾಲೂಕಿನ ಕಸಬಾ ಹೋಬಳಿ ಕಾಡಂಚಿನ ಗ್ರಾಮದಲ್ಲಿ ಬೆಳ್ಳಿಗಿನ ಜಾವದಲ್ಲಿ ಗ್ರಾಮದ ಬಳಿ ಕಾಡಾನೆ ದಾಳಿ ನಡೆಸಿ ಕೃಷಿ ಬೆಳೆ ನಾಶಪಡಿಸಿವೆ ಎಂದು ರೈತರು ತಿಳಿಸಿದ್ದಾರೆ. (373, 319, 521, 348)
page-number: ೦೪ (148, 56, 173, 81)
paper-name: ಹೊಸ ದಿಗಂತ (70, 36, 145, 56)
lead-rule (190, 172, 870, 173)
lead-body-1: ಜಿಲ್ಲೆಯ ದಕ್ಷಿಣ ಜಿಲ್ಲೆಯಲ್ಲಿ ಆನೆ-ಮಾನವ ಸಂಘರ್ಷ ತೀವ್ರಗೊಳ್ಳುತ್ತಿರುವ ಹಿನ್ನೆಲೆಯಲ್ಲಿ ಅರಣ್ಯ ಇಲಾಖೆ ವಿಶೇಷ ಕ್ರಮಕ್ಕೆ ಮುಂದಾಗಿದೆ. ಕಾಡಂಚಿನ ಗ್ರಾಮಗಳಿಗೆ ಆನೆಗಳು ನುಗ್ಗುವುದನ್ನು ತಡೆಯಲು ಅರಣ್ಯದ ಅಂಚಿನಲ್ಲಿ ಬೃಹತ್ ಕಂದಕ ನಿರ್ಮಾಣ ಕಾರ್ಯ ಭರದಿಂದ ಸಾಗಿದೆ. ಚೆಟ್ಟಲಿಕೆರೆ ಗ್ರಾಮ ವ್ಯಾಪ್ತಿಯಲ್ಲಿ 250ರ ಆನೆಗಳು ಬಲವಾಗಿ ಸಂಚರಿಸುತ್ತಿದ್ದು, ರೈತರ ಬೆಳೆ ನಾಶವಾಗುತ್ತಿದೆ. ಮೊದಲ ಹಂತದಲ್ಲಿ 3 ಮೀ ಆಳ, 3.5 ಮೀ ಅಗಲದ ಕಂದಕ ನಿರ್ಮಿಸಲಾಗುತ್ತಿದೆ. ಕಾಡಿನ ಅಂಚಿನಲ್ಲಿ ಕಿಲೋಮೀಟರ್‌ಗಟ್ಟಲೆ ಕಂದಕ ತೋಡಲಾಗುತ್ತಿದ್ದು, ಜೆಸಿಬಿ ಯಂತ್ರಗಳ ನೆರವಿನಿಂದ ಕೆಲಸ ನಡೆಯುತ್ತಿದೆ. ಇದರಿಂದ ಆನೆಗಳು ಗ್ರಾಮಕ್ಕೆ ಪ್ರವೇಶಿಸುವುದು ತಪ್ಪಲಿದೆ ಎಂದು ಅಧಿಕಾರಿಗಳು ತಿಳಿಸಿದ್ದಾರೆ. (190, 192, 360, 291)
info-box-3-title: ಸರ್ಕಾರದಿಂದ ಕಂದಕ ನಿರ್ಮಾಣಕ್ಕೆ ಅನುಮತಿ (709, 403, 770, 424)
hand-icon (32, 92, 64, 126)
left-story-2-place: ಹೊಸಕೋಟೆ: (30, 806, 62, 815)
accident-body-1 (466, 932, 600, 1060)
